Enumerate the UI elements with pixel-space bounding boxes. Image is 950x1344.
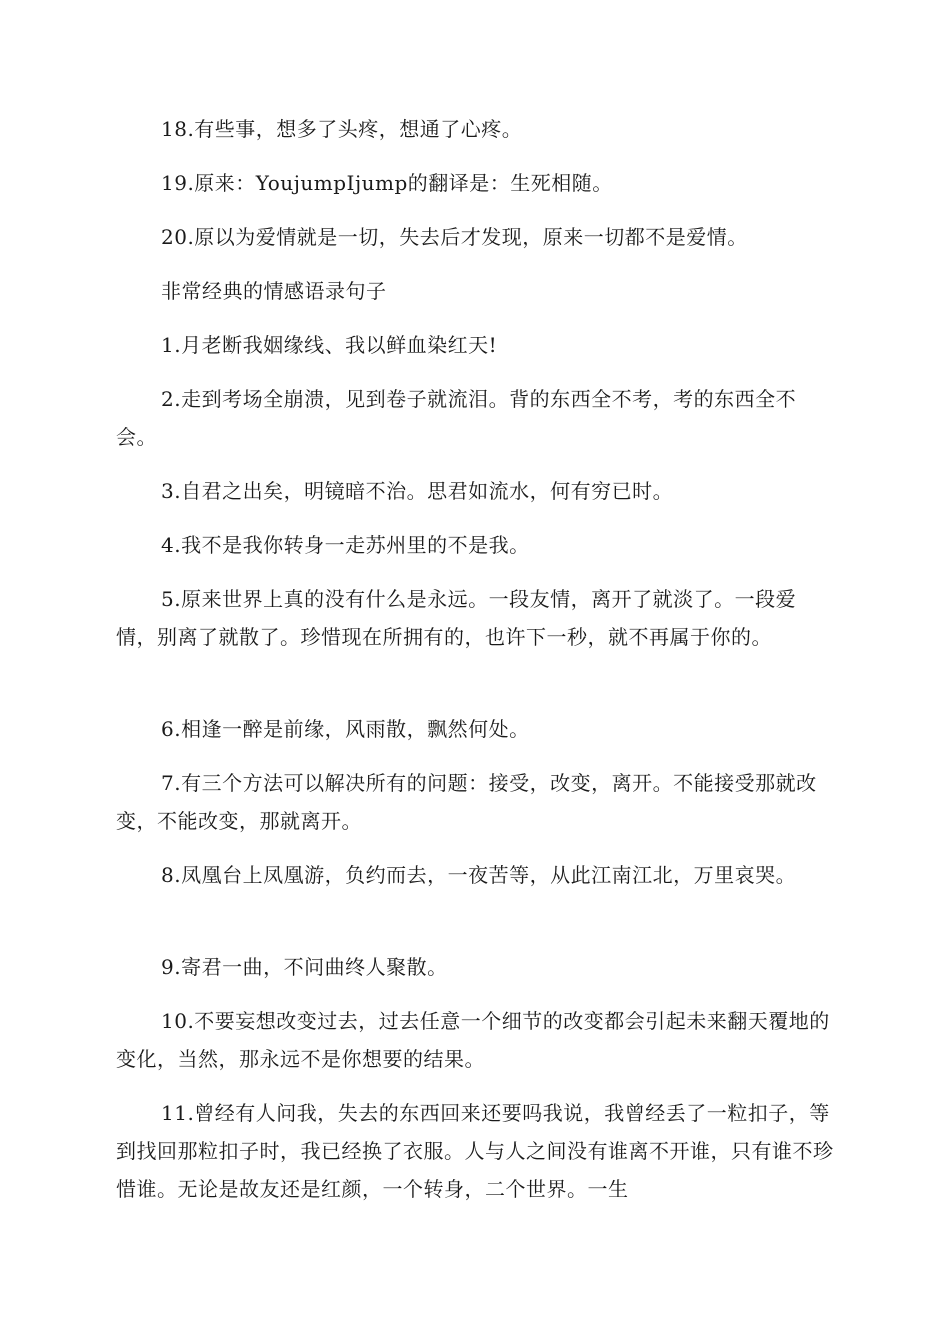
paragraph-20: 20.原以为爱情就是一切，失去后才发现，原来一切都不是爱情。 (161, 225, 748, 249)
paragraph-19: 19.原来：YoujumpIjump的翻译是：生死相随。 (161, 171, 613, 195)
paragraph-2: 2.走到考场全崩溃，见到卷子就流泪。背的东西全不考，考的东西全不会。 (116, 387, 797, 449)
paragraph-3: 3.自君之出矣，明镜暗不治。思君如流水，何有穷已时。 (161, 479, 674, 503)
paragraph-11: 11.曾经有人问我，失去的东西回来还要吗我说，我曾经丢了一粒扣子，等到找回那粒扣子时，我已经换了衣服。人与人之间没有谁离不开谁，只有谁不珍惜谁。无论是故友还是红颜，一个转身，二个世界。一生 (116, 1101, 834, 1201)
paragraph-1: 1.月老断我姻缘线、我以鲜血染红天! (161, 333, 498, 357)
paragraph-4: 4.我不是我你转身一走苏州里的不是我。 (161, 533, 530, 557)
paragraph-6: 6.相逢一醉是前缘，风雨散，飘然何处。 (161, 717, 530, 741)
paragraph-7: 7.有三个方法可以解决所有的问题：接受，改变，离开。不能接受那就改变，不能改变，那就离开。 (116, 771, 817, 833)
paragraph-8: 8.凤凰台上凤凰游，负约而去，一夜苦等，从此江南江北，万里哀哭。 (161, 863, 797, 887)
paragraph-18: 18.有些事，想多了头疼，想通了心疼。 (161, 117, 523, 141)
paragraph-5: 5.原来世界上真的没有什么是永远。一段友情，离开了就淡了。一段爱情，别离了就散了。珍惜现在所拥有的，也许下一秒，就不再属于你的。 (116, 587, 797, 649)
paragraph-10: 10.不要妄想改变过去，过去任意一个细节的改变都会引起未来翻天覆地的变化，当然，那永远不是你想要的结果。 (116, 1009, 830, 1071)
section-heading: 非常经典的情感语录句子 (161, 279, 387, 303)
paragraph-9: 9.寄君一曲，不问曲终人聚散。 (161, 955, 448, 979)
